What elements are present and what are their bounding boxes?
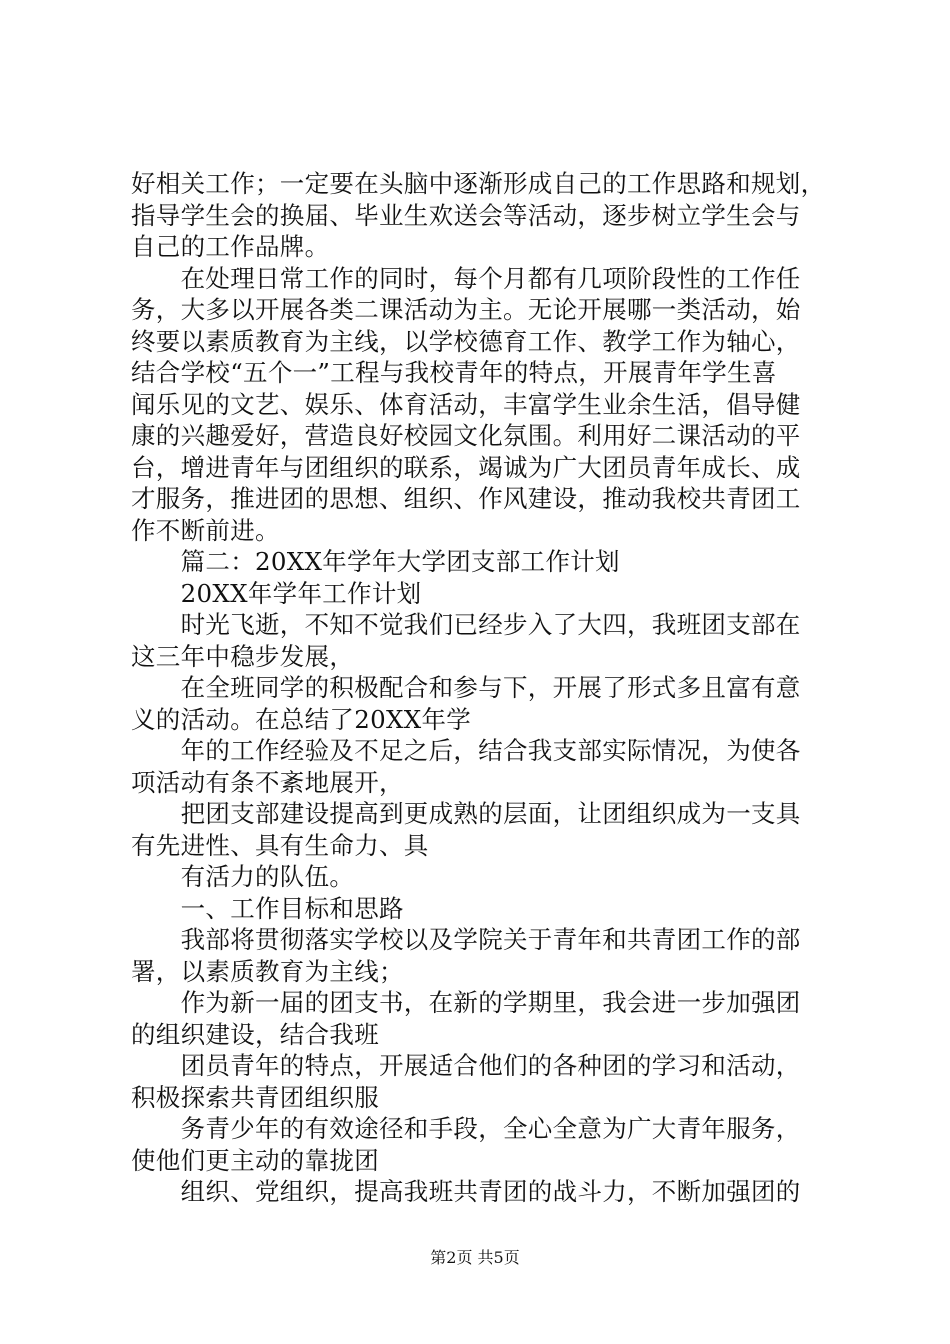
text-line: 作为新一届的团支书，在新的学期里，我会进一步加强团 [131,988,801,1017]
text-line: 才服务，推进团的思想、组织、作风建设，推动我校共青团工 [131,484,801,513]
text-line: 义的活动。在总结了20XX年学 [131,704,472,734]
text-line: 结合学校“五个一”工程与我校青年的特点，开展青年学生喜 [131,358,777,387]
text-line: 在处理日常工作的同时，每个月都有几项阶段性的工作任 [131,263,801,293]
text-line: 署，以素质教育为主线； [131,956,404,986]
text-line: 康的兴趣爱好，营造良好校园文化氛围。利用好二课活动的平 [131,421,801,450]
text-line: 这三年中稳步发展， [131,641,355,671]
text-line: 自己的工作品牌。 [131,232,330,261]
text-line: 务，大多以开展各类二课活动为主。无论开展哪一类活动，始 [131,295,801,324]
text-line: 有活力的队伍。 [131,862,355,891]
text-line: 的组织建设，结合我班 [131,1019,379,1049]
text-line: 积极探索共青团组织服 [131,1082,379,1112]
document-body [131,168,831,1208]
text-line: 务青少年的有效途径和手段，全心全意为广大青年服务， [131,1114,801,1143]
text-line: 终要以素质教育为主线，以学校德育工作、教学工作为轴心， [131,326,801,356]
section-subheading: 20XX年学年工作计划 [131,578,422,608]
text-line: 组织、党组织，提高我班共青团的战斗力，不断加强团的 [131,1177,801,1206]
text-line: 指导学生会的换届、毕业生欢送会等活动，逐步树立学生会与 [131,200,801,230]
text-line: 我部将贯彻落实学校以及学院关于青年和共青团工作的部 [131,925,801,954]
text-line: 作不断前进。 [131,515,280,545]
text-line: 使他们更主动的靠拢团 [131,1145,379,1175]
text-line: 项活动有条不紊地展开， [131,767,404,797]
text-line: 把团支部建设提高到更成熟的层面，让团组织成为一支具 [131,799,801,828]
section-heading: 一、工作目标和思路 [131,893,404,923]
text-line: 团员青年的特点，开展适合他们的各种团的学习和活动， [131,1051,801,1080]
text-line: 有先进性、具有生命力、具 [131,830,429,860]
text-line: 在全班同学的积极配合和参与下，开展了形式多且富有意 [131,673,801,702]
text-line: 好相关工作；一定要在头脑中逐渐形成自己的工作思路和规划， [131,169,826,198]
section-heading: 篇二：20XX年学年大学团支部工作计划 [131,547,620,576]
text-line: 年的工作经验及不足之后，结合我支部实际情况，为使各 [131,736,801,765]
text-line: 闻乐见的文艺、娱乐、体育活动，丰富学生业余生活，倡导健 [131,389,801,419]
text-line: 台，增进青年与团组织的联系，竭诚为广大团员青年成长、成 [131,452,801,482]
text-line: 时光飞逝，不知不觉我们已经步入了大四，我班团支部在 [131,610,801,639]
page-number: 第2页 共5页 [430,1248,520,1267]
